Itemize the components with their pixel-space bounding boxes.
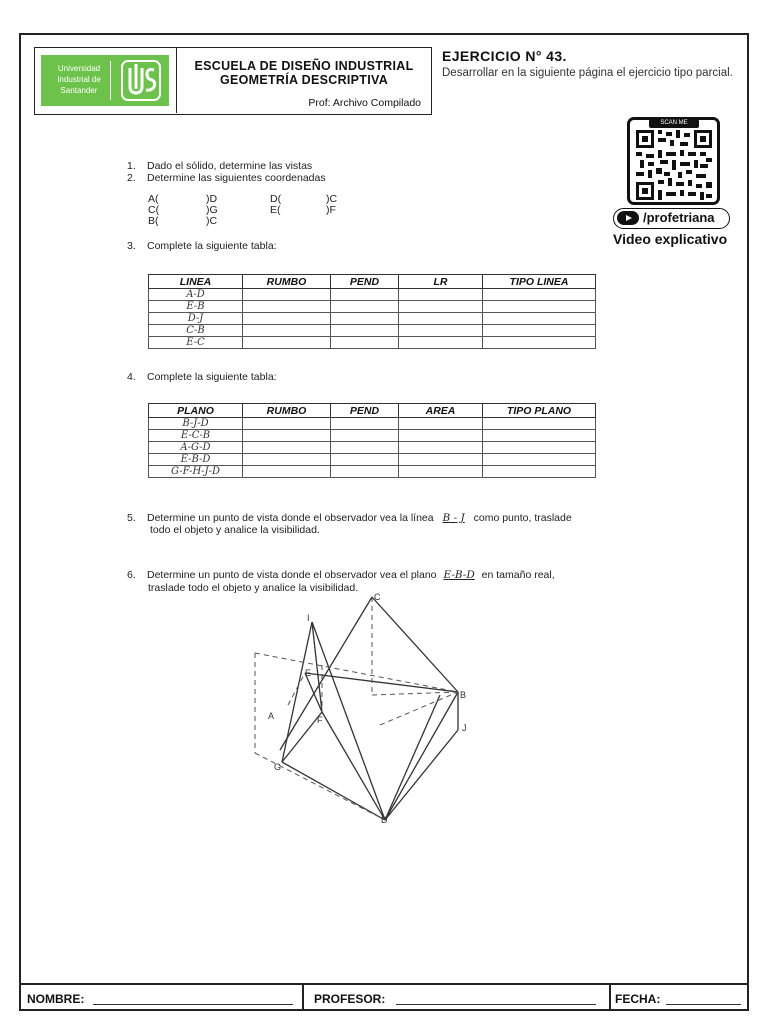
hidden-line-4 — [380, 692, 458, 725]
qr-code[interactable] — [627, 117, 720, 205]
table-row: C-B — [149, 325, 596, 337]
table-row: A-G-D — [149, 442, 596, 454]
youtube-channel-link[interactable] — [613, 208, 730, 229]
hidden-line-3 — [372, 692, 458, 695]
table-row: A-D — [149, 289, 596, 301]
date-field[interactable] — [611, 985, 747, 1009]
table-row: E-B-D — [149, 454, 596, 466]
edge-c-b — [372, 597, 458, 692]
video-label: Video explicativo — [613, 231, 728, 247]
label-d: D — [381, 815, 388, 825]
label-e: E — [305, 668, 312, 678]
question-5-line2: todo el objeto y analice la visibilidad. — [150, 524, 320, 536]
solid-drawing — [110, 585, 570, 835]
question-3: 3. Complete la siguiente tabla: — [127, 240, 277, 252]
logo-background — [41, 55, 169, 106]
qr-code-icon — [636, 130, 712, 200]
col-rumbo: RUMBO — [243, 404, 331, 418]
exercise-title: EJERCICIO N° 43. — [442, 48, 567, 64]
logo-text: Universidad Industrial de Santander — [57, 64, 101, 95]
question-6: 6. Determine un punto de vista donde el observador vea el plano E-B-D en tamaño real, — [127, 569, 555, 581]
col-tipo-plano: TIPO PLANO — [483, 404, 596, 418]
col-lr: LR — [399, 275, 483, 289]
edge-g-d — [282, 762, 385, 820]
table-row: E-C — [149, 337, 596, 349]
col-rumbo: RUMBO — [243, 275, 331, 289]
coords-col3: D( E( — [270, 193, 282, 216]
exercise-description: Desarrollar en la siguiente página el ejercicio tipo parcial. — [442, 67, 733, 79]
table-row: D-J — [149, 313, 596, 325]
table-row: E-C-B — [149, 430, 596, 442]
q5-line-blank: B - J — [442, 512, 465, 524]
planes-table — [148, 403, 596, 478]
col-plano: PLANO — [149, 404, 243, 418]
edge-i-d — [312, 622, 385, 820]
uis-mark-icon — [121, 60, 161, 101]
label-i: I — [307, 613, 310, 623]
coords-col2: )D )G )C — [206, 193, 218, 227]
name-field[interactable] — [21, 985, 302, 1009]
school-line1: ESCUELA DE DISEÑO INDUSTRIAL — [194, 59, 414, 73]
hidden-line-7 — [288, 673, 305, 705]
lines-table — [148, 274, 596, 349]
teacher-field[interactable] — [304, 985, 607, 1009]
q6-plane-blank: E-B-D — [443, 569, 475, 581]
edge-b-d-inner — [385, 695, 440, 820]
date-label: FECHA: — [615, 992, 661, 1006]
question-2: 2. Determine las siguientes coordenadas — [127, 172, 326, 184]
scan-me-label: SCAN ME — [649, 119, 699, 128]
footer-row — [21, 983, 747, 1009]
label-f: F — [317, 715, 323, 725]
question-6-line2: traslade todo el objeto y analice la visibilidad. — [148, 582, 359, 594]
name-label: NOMBRE: — [27, 992, 85, 1006]
table-row: B-J-D — [149, 418, 596, 430]
label-a: A — [268, 711, 275, 721]
label-c: C — [374, 592, 381, 602]
professor-label: Prof: Archivo Compilado — [308, 97, 421, 109]
youtube-handle: /profetriana — [643, 210, 715, 225]
col-tipo-linea: TIPO LINEA — [483, 275, 596, 289]
university-logo — [35, 48, 177, 113]
edge-e-b — [305, 673, 458, 692]
teacher-label: PROFESOR: — [314, 992, 386, 1006]
youtube-icon — [617, 211, 639, 225]
logo-divider — [110, 61, 111, 100]
edge-j-d — [385, 730, 458, 820]
label-j: J — [462, 723, 467, 733]
coords-col4: )C )F — [326, 193, 338, 216]
edge-i-g — [282, 622, 312, 762]
col-linea: LINEA — [149, 275, 243, 289]
school-line2: GEOMETRÍA DESCRIPTIVA — [219, 73, 389, 87]
col-pend: PEND — [331, 275, 399, 289]
coords-col1: A( C( B( — [148, 193, 160, 227]
question-1: 1. Dado el sólido, determine las vistas — [127, 160, 313, 172]
edge-b-d — [385, 692, 458, 820]
label-g: G — [274, 762, 282, 772]
question-4: 4. Complete la siguiente tabla: — [127, 371, 277, 383]
label-b: B — [460, 690, 467, 700]
edge-c-f — [280, 597, 372, 750]
question-5: 5. Determine un punto de vista donde el observador vea la línea B - J como punto, traslade — [127, 512, 572, 524]
table-row: E-B — [149, 301, 596, 313]
col-area: AREA — [399, 404, 483, 418]
table-row: G-F-H-J-D — [149, 466, 596, 478]
col-pend: PEND — [331, 404, 399, 418]
header-box — [34, 47, 432, 115]
